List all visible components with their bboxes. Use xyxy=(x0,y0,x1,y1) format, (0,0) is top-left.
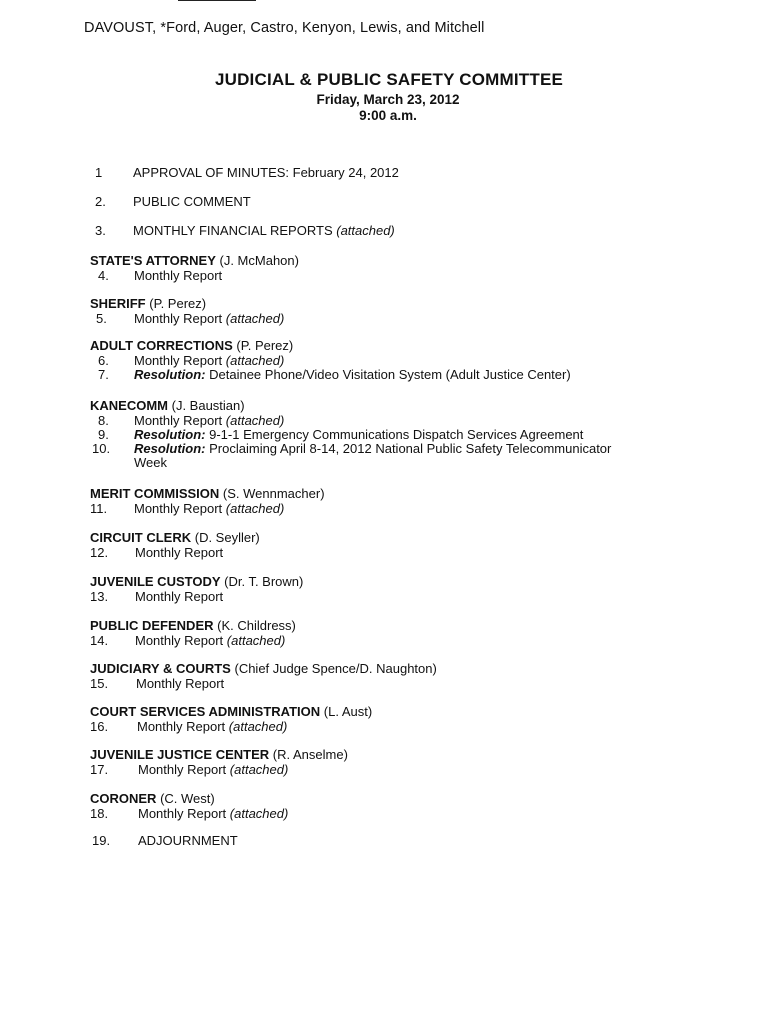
section-person: (R. Anselme) xyxy=(272,747,348,762)
section-name: STATE'S ATTORNEY xyxy=(90,253,216,268)
item-line xyxy=(134,353,284,368)
item-number: 1 xyxy=(95,165,103,180)
item-text: Monthly Report xyxy=(134,268,223,283)
agenda-item xyxy=(90,633,296,648)
item-number: 10. xyxy=(92,441,111,456)
section-states-attorney xyxy=(90,253,299,283)
item-number: 8. xyxy=(98,413,109,428)
item-text: Monthly Report xyxy=(134,353,223,368)
item-text: MONTHLY FINANCIAL REPORTS xyxy=(133,223,333,238)
item-text: Monthly Report xyxy=(135,545,224,560)
agenda-item xyxy=(90,719,372,734)
section-public-defender xyxy=(90,618,296,648)
item-number: 4. xyxy=(98,268,109,283)
item-text: 9-1-1 Emergency Communications Dispatch Services Agreement xyxy=(209,427,584,442)
item-line xyxy=(138,762,288,777)
section-judiciary-courts xyxy=(90,661,437,691)
agenda-item xyxy=(90,501,325,516)
resolution-label: Resolution: xyxy=(134,427,206,442)
committee-title: JUDICIAL & PUBLIC SAFETY COMMITTEE xyxy=(214,70,564,89)
meeting-date: Friday, March 23, 2012 xyxy=(316,92,460,107)
item-line xyxy=(133,223,395,238)
item-line xyxy=(134,311,284,326)
item-line xyxy=(134,441,611,456)
section-person: (L. Aust) xyxy=(323,704,373,719)
section-name: SHERIFF xyxy=(90,296,146,311)
section-person: (K. Childress) xyxy=(217,618,296,633)
item-text: Monthly Report xyxy=(134,311,223,326)
item-number: 15. xyxy=(90,676,109,691)
item-note: (attached) xyxy=(226,633,286,648)
section-person: (J. Baustian) xyxy=(171,398,245,413)
section-person: (P. Perez) xyxy=(149,296,207,311)
item-note: (attached) xyxy=(225,353,285,368)
section-person: (Dr. T. Brown) xyxy=(224,574,304,589)
section-person: (D. Seyller) xyxy=(194,530,260,545)
item-number: 3. xyxy=(95,223,106,238)
agenda-item xyxy=(90,589,303,604)
section-name: MERIT COMMISSION xyxy=(90,486,220,501)
item-number: 12. xyxy=(90,545,109,560)
item-note: (attached) xyxy=(225,413,285,428)
section-merit-commission xyxy=(90,486,325,516)
item-number: 14. xyxy=(90,633,109,648)
agenda-item xyxy=(90,367,571,382)
agenda-item xyxy=(90,762,348,777)
item-number: 7. xyxy=(98,367,109,382)
item-text-continued: Week xyxy=(134,455,167,470)
item-text: Monthly Report xyxy=(135,589,224,604)
item-note: (attached) xyxy=(225,311,285,326)
section-name: ADULT CORRECTIONS xyxy=(90,338,233,353)
agenda-item xyxy=(90,353,293,367)
item-text: Monthly Report xyxy=(137,719,226,734)
section-name: PUBLIC DEFENDER xyxy=(90,618,214,633)
section-name: JUDICIARY & COURTS xyxy=(90,661,231,676)
agenda-item xyxy=(90,311,285,326)
item-note: (attached) xyxy=(225,501,285,516)
section-person: (J. McMahon) xyxy=(219,253,299,268)
section-sheriff xyxy=(90,296,285,326)
section-person: (S. Wennmacher) xyxy=(222,486,325,501)
item-line xyxy=(134,413,284,428)
agenda-item xyxy=(90,676,437,691)
item-number: 11. xyxy=(90,501,108,516)
section-coroner xyxy=(90,791,289,821)
agenda-item xyxy=(90,427,584,442)
top-rule xyxy=(178,0,256,1)
item-number: 16. xyxy=(90,719,109,734)
committee-members: DAVOUST, *Ford, Auger, Castro, Kenyon, Lewis, and Mitchell xyxy=(84,20,485,36)
resolution-label: Resolution: xyxy=(134,367,206,382)
item-text: Monthly Report xyxy=(134,501,223,516)
item-number: 6. xyxy=(98,353,109,368)
item-line xyxy=(135,633,285,648)
item-continuation xyxy=(90,455,245,470)
section-name: JUVENILE CUSTODY xyxy=(90,574,221,589)
item-note: (attached) xyxy=(229,762,289,777)
section-court-services xyxy=(90,704,372,734)
section-name: CIRCUIT CLERK xyxy=(90,530,192,545)
section-juvenile-custody xyxy=(90,574,303,604)
item-text: Monthly Report xyxy=(138,762,227,777)
item-text: Detainee Phone/Video Visitation System (Adult Justice Center) xyxy=(209,367,571,382)
item-number: 17. xyxy=(90,762,109,777)
section-adult-corrections xyxy=(90,338,571,382)
section-person: (P. Perez) xyxy=(236,338,294,353)
item-text: Monthly Report xyxy=(136,676,225,691)
item-number: 19. xyxy=(92,833,111,848)
section-kanecomm xyxy=(90,398,612,470)
section-juvenile-justice-center xyxy=(90,747,348,777)
item-text: Monthly Report xyxy=(138,806,227,821)
item-note: (attached) xyxy=(228,719,288,734)
item-number: 13. xyxy=(90,589,109,604)
section-person: (Chief Judge Spence/D. Naughton) xyxy=(234,661,437,676)
resolution-label: Resolution: xyxy=(134,441,206,456)
item-line xyxy=(137,719,287,734)
section-name: COURT SERVICES ADMINISTRATION xyxy=(90,704,321,719)
item-line xyxy=(134,501,284,516)
agenda-item xyxy=(90,268,299,283)
item-note: (attached) xyxy=(336,223,395,238)
section-person: (C. West) xyxy=(160,791,215,806)
item-number: 9. xyxy=(98,427,109,442)
item-text: ADJOURNMENT xyxy=(138,833,238,848)
item-text: Monthly Report xyxy=(134,413,223,428)
meeting-time: 9:00 a.m. xyxy=(359,108,417,123)
section-name: CORONER xyxy=(90,791,157,806)
section-name: JUVENILE JUSTICE CENTER xyxy=(90,747,270,762)
item-number: 18. xyxy=(90,806,109,821)
item-number: 2. xyxy=(95,194,106,209)
agenda-item xyxy=(90,413,285,428)
item-line xyxy=(134,427,583,442)
item-number: 5. xyxy=(96,311,107,326)
item-text: Monthly Report xyxy=(135,633,224,648)
agenda-item xyxy=(90,806,289,821)
item-text: Proclaiming April 8-14, 2012 National Public Safety Telecommunicator xyxy=(209,441,612,456)
item-line xyxy=(138,806,288,821)
item-note: (attached) xyxy=(229,806,289,821)
agenda-item xyxy=(90,545,260,560)
item-text: APPROVAL OF MINUTES: February 24, 2012 xyxy=(133,165,399,180)
item-line xyxy=(134,367,571,382)
item-text: PUBLIC COMMENT xyxy=(133,194,251,209)
agenda-item xyxy=(90,441,612,456)
section-circuit-clerk xyxy=(90,530,260,560)
section-name: KANECOMM xyxy=(90,398,168,413)
